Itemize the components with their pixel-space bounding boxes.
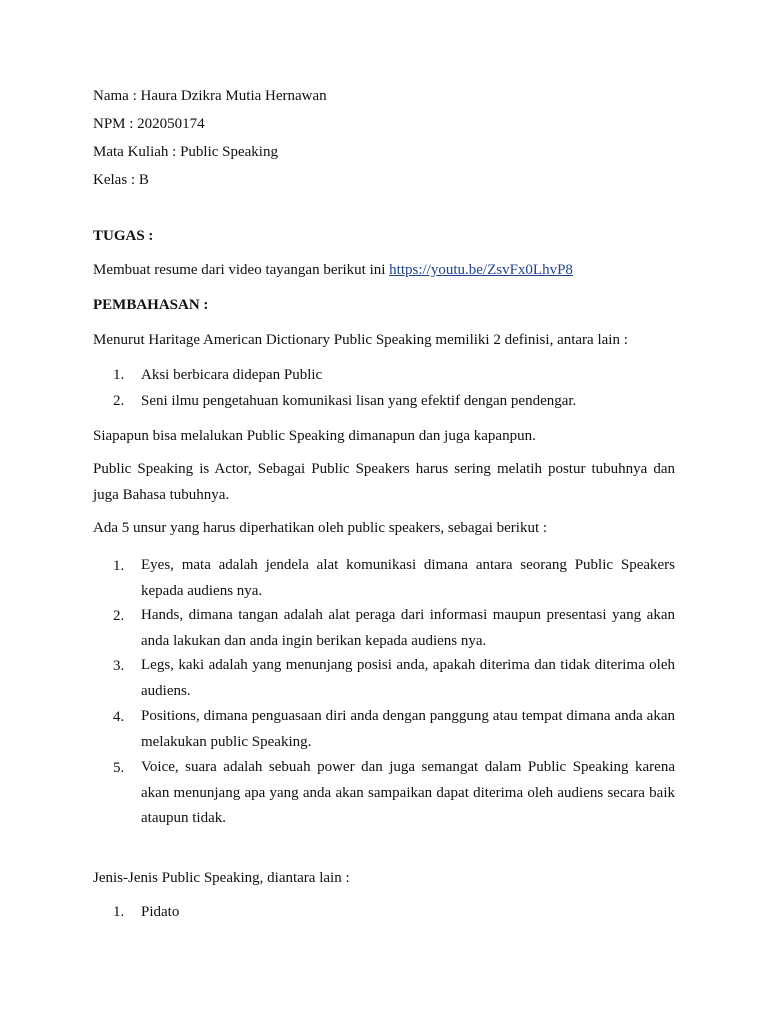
paragraph-unsur-intro: Ada 5 unsur yang harus diperhatikan oleh public speakers, sebagai berikut :: [93, 520, 548, 536]
paragraph-siapapun: Siapapun bisa melalukan Public Speaking dimanapun dan juga kapanpun.: [93, 428, 536, 444]
unsur-number-1: 1.: [113, 558, 125, 574]
unsur-item-eyes: Eyes, mata adalah jendela alat komunikasi dimana antara seorang Public Speakers kepada audiens nya.: [141, 557, 675, 599]
video-link[interactable]: https://youtu.be/ZsvFx0LhvP8: [389, 262, 573, 278]
course-name: Mata Kuliah : Public Speaking: [93, 144, 278, 160]
definition-item-1: Aksi berbicara didepan Public: [141, 367, 323, 383]
unsur-item-voice: Voice, suara adalah sebuah power dan juga semangat dalam Public Speaking karena akan menunjang apa yang anda akan sampaikan dapat diterima oleh audiens secara baik ataupun tidak.: [141, 759, 675, 826]
paragraph-actor: Public Speaking is Actor, Sebagai Public Speakers harus sering melatih postur tubuhnya dan juga Bahasa tubuhnya.: [93, 461, 675, 503]
jenis-item-pidato: Pidato: [141, 904, 180, 920]
unsur-item-hands: Hands, dimana tangan adalah alat peraga dari informasi maupun presentasi yang akan anda lakukan dan anda ingin berikan kepada audiens nya.: [141, 607, 675, 649]
definition-item-2: Seni ilmu pengetahuan komunikasi lisan yang efektif dengan pendengar.: [141, 393, 577, 409]
unsur-number-4: 4.: [113, 709, 125, 725]
unsur-number-3: 3.: [113, 658, 125, 674]
tugas-description: Membuat resume dari video tayangan berikut ini: [93, 262, 390, 278]
jenis-intro: Jenis-Jenis Public Speaking, diantara lain :: [93, 870, 350, 886]
class-label: Kelas : B: [93, 172, 149, 188]
jenis-number-1: 1.: [113, 904, 125, 920]
unsur-item-positions: Positions, dimana penguasaan diri anda dengan panggung atau tempat dimana anda akan melakukan public Speaking.: [141, 708, 675, 750]
tugas-text: [93, 261, 573, 279]
student-name: Nama : Haura Dzikra Mutia Hernawan: [93, 88, 327, 104]
pembahasan-intro: Menurut Haritage American Dictionary Public Speaking memiliki 2 definisi, antara lain :: [93, 332, 628, 348]
unsur-number-2: 2.: [113, 608, 125, 624]
definition-number-2: 2.: [113, 393, 125, 409]
definition-number-1: 1.: [113, 367, 125, 383]
student-npm: NPM : 202050174: [93, 116, 205, 132]
tugas-heading: TUGAS :: [93, 228, 154, 244]
unsur-item-legs: Legs, kaki adalah yang menunjang posisi anda, apakah diterima dan tidak diterima oleh audiens.: [141, 657, 675, 699]
unsur-number-5: 5.: [113, 760, 125, 776]
pembahasan-heading: PEMBAHASAN :: [93, 297, 209, 313]
